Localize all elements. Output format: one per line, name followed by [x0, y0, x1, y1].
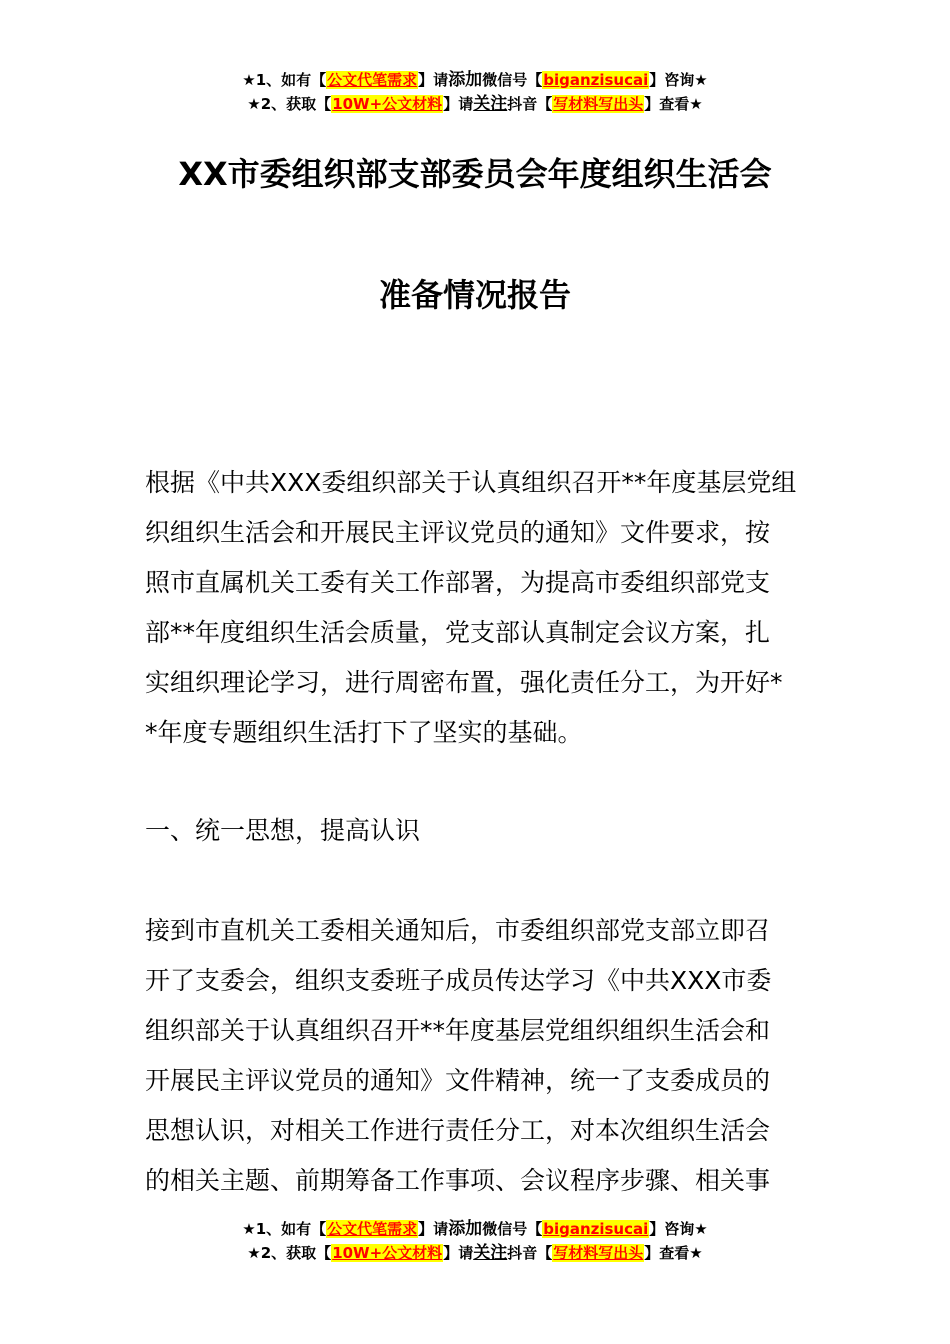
banner-text: 】请: [443, 95, 474, 113]
banner-text: ★2、获取【: [247, 1244, 332, 1262]
text-line: 实组织理论学习，进行周密布置，强化责任分工，为开好*: [145, 668, 783, 697]
document-title-line-2: 准备情况报告: [378, 276, 571, 314]
banner-wechat-id: biganzisucai: [543, 71, 649, 89]
banner-text: 】请: [418, 1220, 449, 1238]
banner-text: 】查看★: [644, 1244, 703, 1262]
banner-text: 】查看★: [644, 95, 703, 113]
banner-text: 抖音【: [507, 95, 553, 113]
banner-highlight: 10W+公文材料: [332, 95, 443, 113]
banner-emphasis: 添加: [448, 70, 483, 90]
text-line: *年度专题组织生活打下了坚实的基础。: [145, 718, 583, 747]
banner-emphasis: 添加: [448, 1219, 483, 1239]
banner-text: 】咨询★: [649, 71, 708, 89]
text-line: 织组织生活会和开展民主评议党员的通知》文件要求，按: [145, 518, 771, 547]
text-line: 根据《中共XXX委组织部关于认真组织召开**年度基层党组: [145, 468, 797, 497]
paragraph-section-1: [145, 906, 807, 1206]
text-line: 的相关主题、前期筹备工作事项、会议程序步骤、相关事: [145, 1166, 771, 1195]
banner-text: 】请: [443, 1244, 474, 1262]
banner-text: 】请: [418, 71, 449, 89]
banner-line-2: [0, 92, 950, 116]
text-line: 照市直属机关工委有关工作部署，为提高市委组织部党支: [145, 568, 771, 597]
banner-highlight: 公文代笔需求: [327, 1220, 418, 1238]
document-title-line-1: XX市委组织部支部委员会年度组织生活会: [178, 155, 772, 193]
banner-line-2: [0, 1241, 950, 1265]
text-line: 开展民主评议党员的通知》文件精神，统一了支委成员的: [145, 1066, 771, 1095]
text-line: 接到市直机关工委相关通知后，市委组织部党支部立即召: [145, 916, 771, 945]
banner-highlight: 10W+公文材料: [332, 1244, 443, 1262]
text-line: 部**年度组织生活会质量，党支部认真制定会议方案，扎: [145, 618, 771, 647]
banner-text: ★2、获取【: [247, 95, 332, 113]
section-heading-1: 一、统一思想，提高认识: [145, 816, 421, 845]
footer-banner: [0, 1217, 950, 1265]
paragraph-intro: [145, 458, 807, 758]
banner-line-1: [0, 68, 950, 92]
banner-text: 】咨询★: [649, 1220, 708, 1238]
text-line: 思想认识，对相关工作进行责任分工，对本次组织生活会: [145, 1116, 771, 1145]
header-banner: [0, 68, 950, 116]
banner-text: 微信号【: [482, 1220, 543, 1238]
banner-text: 抖音【: [507, 1244, 553, 1262]
banner-douyin-id: 写材料写出头: [553, 95, 644, 113]
banner-text: 微信号【: [482, 71, 543, 89]
banner-wechat-id: biganzisucai: [543, 1220, 649, 1238]
text-line: 开了支委会，组织支委班子成员传达学习《中共XXX市委: [145, 966, 772, 995]
banner-emphasis: 关注: [473, 94, 508, 114]
banner-text: ★1、如有【: [242, 1220, 327, 1238]
banner-text: ★1、如有【: [242, 71, 327, 89]
banner-emphasis: 关注: [473, 1243, 508, 1263]
banner-douyin-id: 写材料写出头: [553, 1244, 644, 1262]
banner-line-1: [0, 1217, 950, 1241]
banner-highlight: 公文代笔需求: [327, 71, 418, 89]
text-line: 组织部关于认真组织召开**年度基层党组织组织生活会和: [145, 1016, 771, 1045]
